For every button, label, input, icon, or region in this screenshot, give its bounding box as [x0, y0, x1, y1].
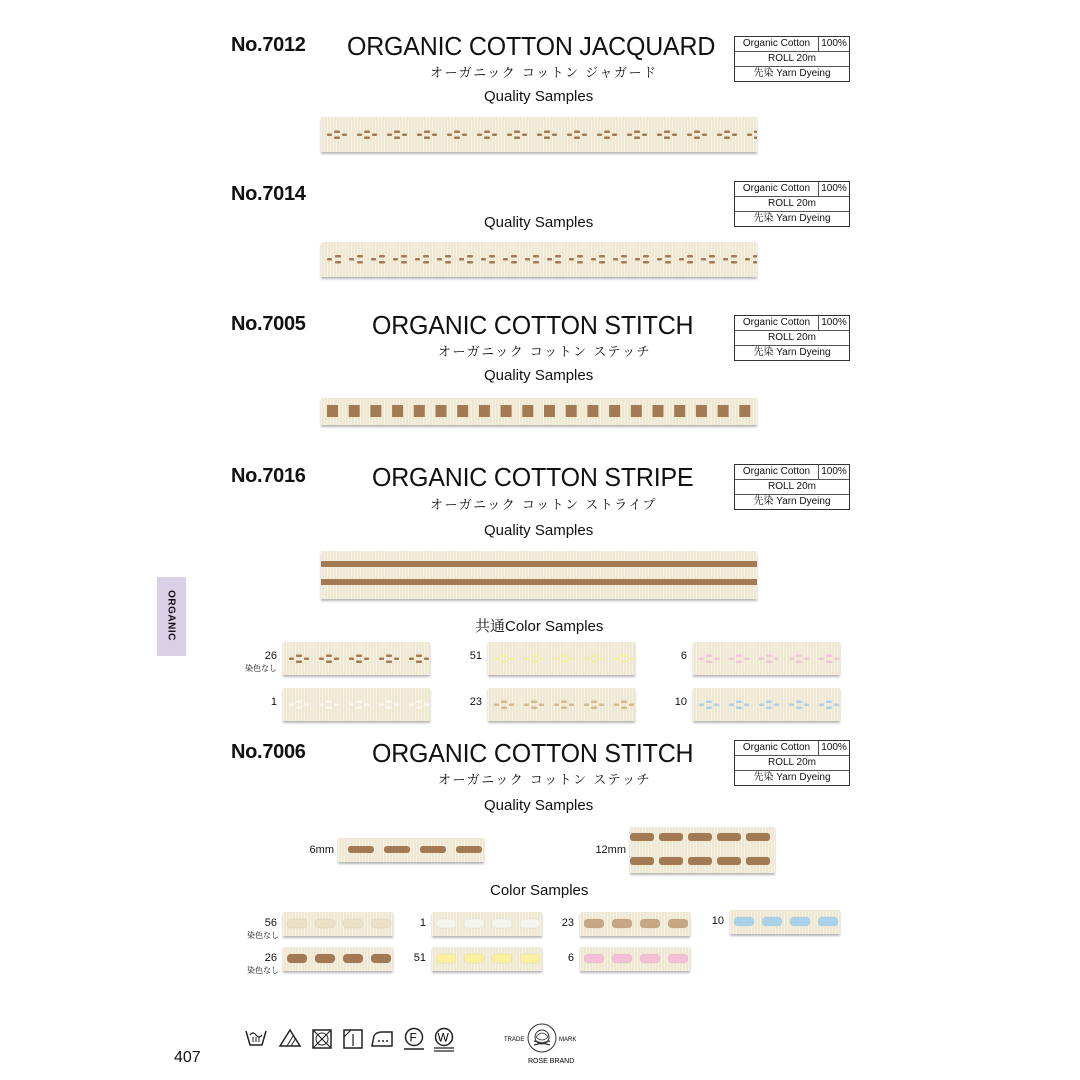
motif: [699, 701, 719, 710]
color-swatch-ribbon: [488, 688, 635, 721]
motif: [417, 131, 437, 140]
color-code: 56: [264, 917, 277, 929]
spec-table: [734, 181, 850, 227]
motif: [657, 258, 662, 261]
motif: [409, 655, 429, 664]
spec-material: Organic Cotton: [742, 38, 811, 49]
stitch: [492, 919, 512, 928]
motif: [621, 255, 627, 258]
motif: [614, 655, 634, 664]
motif: [819, 701, 839, 710]
motif: [701, 258, 706, 261]
stitch: [348, 846, 374, 853]
svg-text:W: W: [437, 1030, 449, 1045]
motif: [524, 701, 544, 710]
bleach-triangle-icon: [278, 1027, 302, 1053]
stitch: [436, 919, 456, 928]
color-code: 10: [711, 915, 724, 927]
rose-brand-trademark: [500, 1018, 590, 1068]
trademark-left: TRADE: [504, 1037, 525, 1043]
spec-percent: 100%: [818, 465, 849, 479]
motif: [401, 261, 407, 264]
stitch: [734, 917, 754, 926]
motif: [357, 261, 363, 264]
color-code: 1: [419, 917, 426, 929]
stitch: [739, 405, 750, 417]
stitch: [371, 954, 391, 963]
spec-dyeing: 先染 Yarn Dyeing: [753, 213, 831, 224]
dry-clean-f-icon: [402, 1027, 426, 1053]
side-tab-label: ORGANIC: [165, 590, 177, 641]
product-title-kana: オーガニック コットン ステッチ: [438, 773, 651, 788]
motif: [577, 255, 583, 258]
spec-percent: 100%: [818, 182, 849, 196]
motif: [525, 258, 530, 261]
product-number: No.7005: [231, 313, 306, 335]
page-number: 407: [174, 1049, 201, 1066]
section-heading: Quality Samples: [484, 88, 594, 105]
motif: [657, 131, 677, 140]
product-title: ORGANIC COTTON STRIPE: [372, 462, 694, 492]
motif: [789, 655, 809, 664]
stitch: [522, 405, 533, 417]
color-swatch-ribbon: [693, 688, 840, 721]
motif: [467, 255, 473, 258]
motif: [489, 255, 495, 258]
motif: [379, 701, 399, 710]
wet-clean-w-icon: [432, 1027, 456, 1053]
motif: [319, 701, 339, 710]
stitch: [420, 846, 446, 853]
spec-table: [734, 740, 850, 786]
ribbon-sample-7005: [321, 398, 757, 425]
ribbon-sample-7014: [321, 242, 757, 277]
jacquard-pattern: [321, 117, 757, 152]
spec-percent: 100%: [818, 316, 849, 330]
stitch: [414, 405, 425, 417]
color-code: 6: [680, 650, 687, 662]
motif: [584, 655, 604, 664]
motif: [349, 701, 369, 710]
motif: [393, 258, 398, 261]
motif: [753, 255, 757, 258]
stitch: [392, 405, 403, 417]
motif: [547, 258, 552, 261]
wash-tub-icon: [244, 1027, 268, 1053]
motif: [627, 131, 647, 140]
color-swatch-ribbon: [432, 947, 542, 971]
motif: [731, 255, 737, 258]
color-swatch-ribbon: [283, 947, 393, 971]
line-dry-icon: [341, 1027, 365, 1053]
motif: [621, 261, 627, 264]
stitch: [520, 919, 540, 928]
motif: [745, 258, 750, 261]
motif: [597, 131, 617, 140]
color-swatch-ribbon: [580, 912, 690, 936]
jacquard-pattern: [693, 642, 840, 675]
width-label: 12mm: [595, 844, 626, 856]
motif: [447, 131, 467, 140]
motif: [599, 255, 605, 258]
motif: [665, 261, 671, 264]
color-code: 51: [469, 650, 482, 662]
color-swatch-ribbon: [283, 688, 430, 721]
no-tumble-dry-icon: [310, 1027, 334, 1053]
motif: [554, 655, 574, 664]
stitch-pattern: [580, 947, 690, 971]
motif: [687, 261, 693, 264]
jacquard-pattern: [488, 688, 635, 721]
spec-table: [734, 315, 850, 361]
motif: [379, 261, 385, 264]
stitch: [674, 405, 685, 417]
color-code: 26: [264, 650, 277, 662]
motif: [401, 255, 407, 258]
motif: [687, 131, 707, 140]
stitch: [696, 405, 707, 417]
color-swatch-ribbon: [488, 642, 635, 675]
color-note: 染色なし: [247, 966, 279, 975]
motif: [327, 258, 332, 261]
stitch: [631, 405, 642, 417]
trademark-right: MARK: [559, 1037, 577, 1043]
product-title: ORGANIC COTTON JACQUARD: [347, 31, 716, 61]
stitch: [818, 917, 838, 926]
stitch: [584, 919, 604, 928]
stitch: [612, 919, 632, 928]
stitch: [349, 405, 360, 417]
motif: [613, 258, 618, 261]
stitch: [343, 919, 363, 928]
color-code: 51: [413, 952, 426, 964]
motif: [584, 701, 604, 710]
motif: [717, 131, 737, 140]
color-code: 6: [567, 952, 574, 964]
stitch: [790, 917, 810, 926]
motif: [537, 131, 557, 140]
stitch: [612, 954, 632, 963]
motif: [643, 261, 649, 264]
color-code: 1: [270, 696, 277, 708]
spec-dyeing: 先染 Yarn Dyeing: [753, 496, 831, 507]
product-title-kana: オーガニック コットン ジャガード: [430, 66, 658, 81]
stitch: [717, 833, 741, 841]
motif: [699, 655, 719, 664]
stitch: [436, 405, 447, 417]
stitch: [370, 405, 381, 417]
motif: [423, 255, 429, 258]
spec-material: Organic Cotton: [742, 183, 811, 194]
color-code: 26: [264, 952, 277, 964]
stitch: [315, 919, 335, 928]
ribbon-sample-7012: [321, 117, 757, 152]
motif: [349, 655, 369, 664]
motif: [379, 655, 399, 664]
motif: [753, 261, 757, 264]
section-heading: Quality Samples: [484, 367, 594, 384]
stitch: [630, 833, 654, 841]
stitch: [464, 954, 484, 963]
color-swatch-ribbon: [283, 642, 430, 675]
motif: [437, 258, 442, 261]
stripe: [321, 561, 757, 567]
stitch: [544, 405, 555, 417]
motif: [747, 131, 757, 140]
spec-material: Organic Cotton: [742, 742, 811, 753]
stitch-pattern: [580, 912, 690, 936]
spec-dyeing: 先染 Yarn Dyeing: [753, 68, 831, 79]
stitch: [688, 833, 712, 841]
stitch: [688, 857, 712, 865]
product-title-kana: オーガニック コットン ステッチ: [438, 345, 651, 360]
motif: [599, 261, 605, 264]
stitch-pattern: [283, 947, 393, 971]
stitch: [668, 954, 688, 963]
motif: [445, 255, 451, 258]
stripe: [321, 579, 757, 585]
jacquard-pattern: [488, 642, 635, 675]
spec-material: Organic Cotton: [742, 466, 811, 477]
section-heading: Quality Samples: [484, 522, 594, 539]
stitch: [479, 405, 490, 417]
product-number: No.7016: [231, 465, 306, 487]
motif: [569, 258, 574, 261]
stitch: [327, 405, 338, 417]
product-title-kana: オーガニック コットン ストライプ: [430, 498, 657, 513]
section-heading: Quality Samples: [484, 797, 594, 814]
stitch: [457, 405, 468, 417]
motif: [503, 258, 508, 261]
spec-dyeing: 先染 Yarn Dyeing: [753, 347, 831, 358]
stitch: [492, 954, 512, 963]
motif: [467, 261, 473, 264]
stitch-pattern: [321, 398, 757, 425]
motif: [567, 131, 587, 140]
motif: [445, 261, 451, 264]
motif: [489, 261, 495, 264]
motif: [789, 701, 809, 710]
motif: [511, 255, 517, 258]
stitch-pattern: [630, 827, 775, 873]
motif: [665, 255, 671, 258]
motif: [379, 255, 385, 258]
spec-roll: ROLL 20m: [768, 481, 816, 492]
stitch: [315, 954, 335, 963]
color-note: 染色なし: [245, 664, 277, 673]
motif: [477, 131, 497, 140]
motif: [335, 255, 341, 258]
motif: [709, 261, 715, 264]
motif: [729, 655, 749, 664]
stitch: [630, 857, 654, 865]
ribbon-sample-6mm: [338, 838, 484, 862]
stitch: [520, 954, 540, 963]
jacquard-pattern: [693, 688, 840, 721]
stitch-pattern: [338, 838, 484, 862]
spec-table: [734, 464, 850, 510]
stitch: [464, 919, 484, 928]
stitch: [343, 954, 363, 963]
ribbon-sample-12mm: [630, 827, 775, 873]
stitch: [587, 405, 598, 417]
stitch: [609, 405, 620, 417]
stitch: [746, 833, 770, 841]
color-note: 染色なし: [247, 931, 279, 940]
stitch: [566, 405, 577, 417]
spec-roll: ROLL 20m: [768, 332, 816, 343]
motif: [459, 258, 464, 261]
motif: [533, 261, 539, 264]
stripe-pattern: [321, 551, 757, 599]
motif: [643, 255, 649, 258]
product-title: ORGANIC COTTON STITCH: [372, 310, 694, 340]
color-swatch-ribbon: [580, 947, 690, 971]
color-swatch-ribbon: [283, 912, 393, 936]
color-swatch-ribbon: [432, 912, 542, 936]
motif: [494, 655, 514, 664]
spec-roll: ROLL 20m: [768, 757, 816, 768]
stitch: [640, 919, 660, 928]
motif: [591, 258, 596, 261]
jacquard-pattern: [283, 688, 430, 721]
stitch-pattern: [283, 912, 393, 936]
motif: [533, 255, 539, 258]
stitch: [762, 917, 782, 926]
motif: [687, 255, 693, 258]
motif: [494, 701, 514, 710]
stitch: [501, 405, 512, 417]
color-code: 23: [469, 696, 482, 708]
motif: [409, 701, 429, 710]
motif: [679, 258, 684, 261]
stitch: [659, 833, 683, 841]
motif: [357, 131, 377, 140]
svg-text:F: F: [409, 1030, 417, 1045]
motif: [289, 701, 309, 710]
spec-material: Organic Cotton: [742, 317, 811, 328]
motif: [357, 255, 363, 258]
motif: [759, 655, 779, 664]
motif: [731, 261, 737, 264]
product-number: No.7014: [231, 183, 306, 205]
motif: [635, 258, 640, 261]
color-code: 23: [561, 917, 574, 929]
stitch: [653, 405, 664, 417]
stitch: [384, 846, 410, 853]
motif: [335, 261, 341, 264]
section-heading: Quality Samples: [484, 214, 594, 231]
motif: [614, 701, 634, 710]
motif: [555, 261, 561, 264]
stitch: [584, 954, 604, 963]
stitch: [640, 954, 660, 963]
trademark-brand: ROSE BRAND: [528, 1058, 575, 1065]
stitch: [668, 919, 688, 928]
product-number: No.7012: [231, 34, 306, 56]
spec-dyeing: 先染 Yarn Dyeing: [753, 772, 831, 783]
stitch: [371, 919, 391, 928]
spec-table: [734, 36, 850, 82]
motif: [319, 655, 339, 664]
stitch: [746, 857, 770, 865]
color-swatch-ribbon: [730, 910, 840, 934]
motif: [723, 258, 728, 261]
color-swatch-ribbon: [693, 642, 840, 675]
stitch: [659, 857, 683, 865]
section-heading: 共通Color Samples: [475, 618, 604, 635]
motif: [481, 258, 486, 261]
stitch: [287, 919, 307, 928]
color-code: 10: [674, 696, 687, 708]
jacquard-pattern: [321, 242, 757, 277]
motif: [709, 255, 715, 258]
spec-roll: ROLL 20m: [768, 198, 816, 209]
stitch-pattern: [730, 910, 840, 934]
stitch-pattern: [432, 912, 542, 936]
motif: [729, 701, 749, 710]
stitch: [718, 405, 729, 417]
motif: [555, 255, 561, 258]
motif: [423, 261, 429, 264]
rose-brand-logo: [500, 1018, 590, 1068]
spec-percent: 100%: [818, 37, 849, 51]
motif: [524, 655, 544, 664]
side-tab: [157, 577, 186, 656]
motif: [507, 131, 527, 140]
motif: [387, 131, 407, 140]
section-heading: Color Samples: [490, 882, 589, 899]
motif: [554, 701, 574, 710]
motif: [289, 655, 309, 664]
motif: [371, 258, 376, 261]
motif: [759, 701, 779, 710]
motif: [577, 261, 583, 264]
ribbon-sample-7016: [321, 551, 757, 599]
motif: [511, 261, 517, 264]
stitch: [436, 954, 456, 963]
motif: [327, 131, 347, 140]
motif: [819, 655, 839, 664]
motif: [415, 258, 420, 261]
stitch: [456, 846, 482, 853]
spec-roll: ROLL 20m: [768, 53, 816, 64]
stitch: [287, 954, 307, 963]
jacquard-pattern: [283, 642, 430, 675]
product-title: ORGANIC COTTON STITCH: [372, 738, 694, 768]
stitch-pattern: [432, 947, 542, 971]
iron-icon: [370, 1027, 394, 1053]
spec-percent: 100%: [818, 741, 849, 755]
stitch: [717, 857, 741, 865]
motif: [349, 258, 354, 261]
product-number: No.7006: [231, 741, 306, 763]
width-label: 6mm: [309, 844, 334, 856]
